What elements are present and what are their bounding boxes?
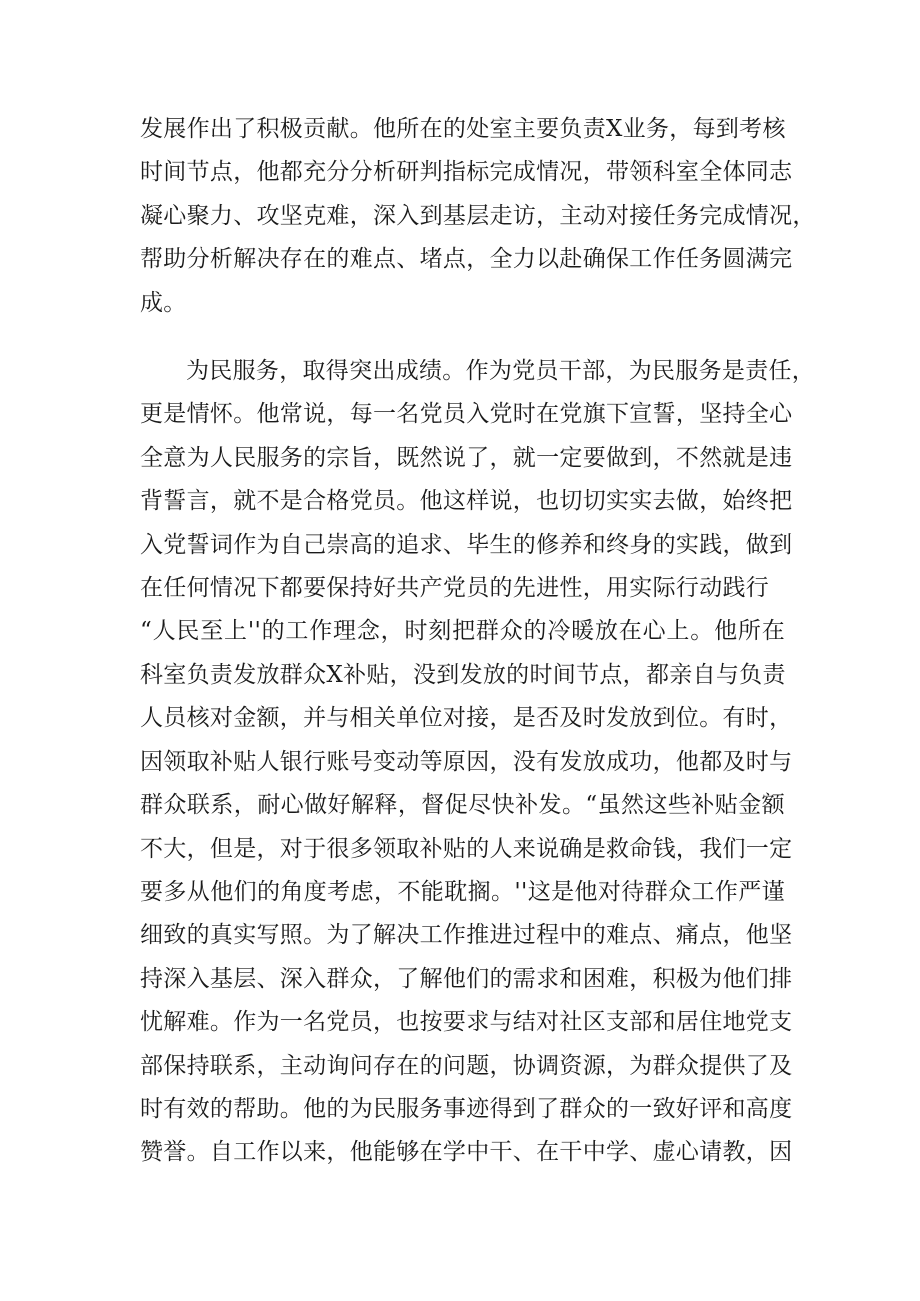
text-line: 部保持联系，主动询问存在的问题，协调资源，为群众提供了及 xyxy=(140,1052,793,1079)
text-line: 入党誓词作为自己崇高的追求、毕生的修养和终身的实践，做到 xyxy=(140,531,793,558)
text-line: 发展作出了积极贡献。他所在的处室主要负责X业务，每到考核 xyxy=(140,116,786,142)
text-line: 群众联系，耐心做好解释，督促尽快补发。“虽然这些补贴金额 xyxy=(140,792,785,819)
text-line: 凝心聚力、攻坚克难，深入到基层走访，主动对接任务完成情况， xyxy=(140,202,816,229)
paragraph-serving-people xyxy=(140,350,816,1175)
text-line: 赞誉。自工作以来，他能够在学中干、在干中学、虚心请教，因 xyxy=(140,1139,793,1166)
text-line: 因领取补贴人银行账号变动等原因，没有发放成功，他都及时与 xyxy=(140,748,793,775)
text-line: 科室负责发放群众X补贴，没到发放的时间节点，都亲自与负责 xyxy=(140,661,786,688)
text-line: 在任何情况下都要保持好共产党员的先进性，用实际行动践行 xyxy=(140,575,770,602)
text-line: 成。 xyxy=(140,289,187,316)
document-body xyxy=(140,108,816,1175)
text-line: 忧解难。作为一名党员，也按要求与结对社区支部和居住地党支 xyxy=(140,1009,793,1036)
text-line: 更是情怀。他常说，每一名党员入党时在党旗下宣誓，坚持全心 xyxy=(140,401,793,428)
text-line: 人员核对金额，并与相关单位对接，是否及时发放到位。有时， xyxy=(140,705,793,732)
text-line: 要多从他们的角度考虑，不能耽搁。''这是他对待群众工作严谨 xyxy=(140,878,785,905)
paragraph-contribution xyxy=(140,108,816,325)
text-line: 时有效的帮助。他的为民服务事迹得到了群众的一致好评和高度 xyxy=(140,1095,793,1122)
text-line: “人民至上''的工作理念，时刻把群众的冷暖放在心上。他所在 xyxy=(140,618,785,645)
text-line: 持深入基层、深入群众，了解他们的需求和困难，积极为他们排 xyxy=(140,965,793,992)
text-line: 帮助分析解决存在的难点、堵点，全力以赴确保工作任务圆满完 xyxy=(140,246,793,273)
text-line-indented: 为民服务，取得突出成绩。作为党员干部，为民服务是责任， xyxy=(186,358,816,385)
text-line: 时间节点，他都充分分析研判指标完成情况，带领科室全体同志 xyxy=(140,159,793,186)
text-line: 背誓言，就不是合格党员。他这样说，也切切实实去做，始终把 xyxy=(140,488,793,515)
text-line: 细致的真实写照。为了解决工作推进过程中的难点、痛点，他坚 xyxy=(140,922,793,949)
text-line: 不大，但是，对于很多领取补贴的人来说确是救命钱，我们一定 xyxy=(140,835,793,862)
text-line: 全意为人民服务的宗旨，既然说了，就一定要做到，不然就是违 xyxy=(140,444,793,471)
